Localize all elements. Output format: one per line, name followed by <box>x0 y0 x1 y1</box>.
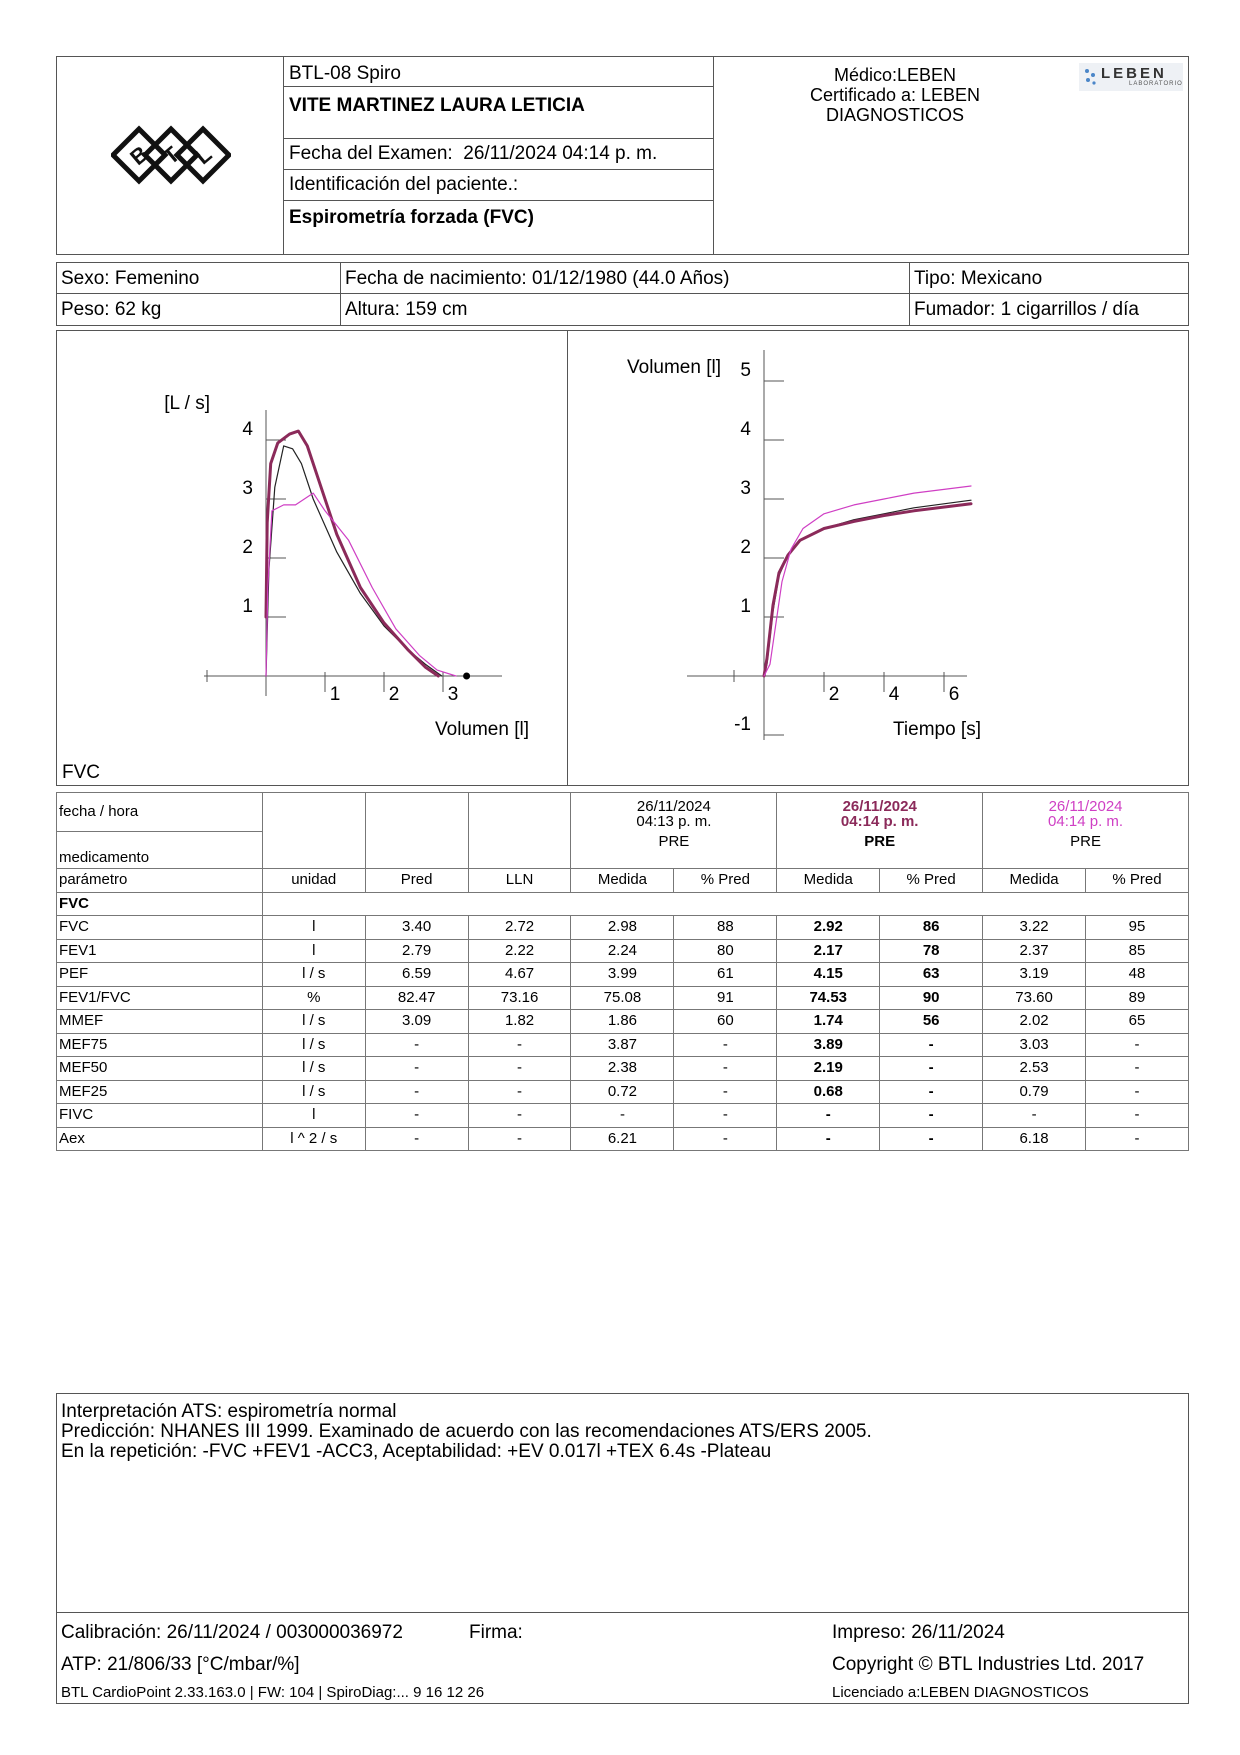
cell-s1-medida: 2.24 <box>571 939 674 963</box>
cell-lln: 2.72 <box>468 916 571 940</box>
cell-s3-pctpred: 89 <box>1086 986 1189 1010</box>
fv-x-axis-label: Volumen [l] <box>435 719 529 740</box>
col-header-s1-medida: Medida <box>571 869 674 893</box>
session-2-med: PRE <box>864 833 896 850</box>
cell-s3-pctpred: - <box>1086 1104 1189 1128</box>
cell-unit: l <box>262 939 365 963</box>
cell-s2-medida: 1.74 <box>777 1010 880 1034</box>
cell-unit: l / s <box>262 1057 365 1081</box>
signature-label: Firma: <box>469 1622 523 1643</box>
cell-s3-medida: 3.22 <box>983 916 1086 940</box>
vt-x-tick-label: 4 <box>888 684 900 705</box>
vt-series-line-3 <box>764 486 971 676</box>
fv-end-marker <box>463 673 470 680</box>
calibration-text: Calibración: 26/11/2024 / 003000036972 <box>61 1622 403 1643</box>
copyright-text: Copyright © BTL Industries Ltd. 2017 <box>832 1654 1145 1675</box>
cell-pred: 6.59 <box>365 963 468 987</box>
cell-s1-pctpred: - <box>674 1033 777 1057</box>
cell-s2-medida: 0.68 <box>777 1080 880 1104</box>
cell-pred: - <box>365 1127 468 1151</box>
cell-s1-medida: 2.38 <box>571 1057 674 1081</box>
atp-text: ATP: 21/806/33 [°C/mbar/%] <box>61 1654 300 1675</box>
cell-s3-medida: 3.03 <box>983 1033 1086 1057</box>
cell-s1-pctpred: 80 <box>674 939 777 963</box>
cell-unit: l / s <box>262 963 365 987</box>
col-header-s2-medida: Medida <box>777 869 880 893</box>
doctor-info <box>715 65 1075 125</box>
svg-text:B: B <box>125 140 154 171</box>
cell-s2-pctpred: 56 <box>880 1010 983 1034</box>
session-2-time: 04:14 p. m. <box>840 813 919 830</box>
session-1-med: PRE <box>658 833 690 850</box>
interpretation-line-1: Interpretación ATS: espirometría normal <box>61 1401 397 1422</box>
charts-section-label: FVC <box>62 762 100 783</box>
cell-s2-pctpred: - <box>880 1057 983 1081</box>
interpretation-text <box>61 1402 872 1462</box>
cell-param: MEF75 <box>57 1033 263 1057</box>
patient-name: VITE MARTINEZ LAURA LETICIA <box>284 87 713 139</box>
cell-s2-medida: 3.89 <box>777 1033 880 1057</box>
vt-y-tick-label: 3 <box>740 478 751 499</box>
cell-s3-pctpred: - <box>1086 1080 1189 1104</box>
software-version: BTL CardioPoint 2.33.163.0 | FW: 104 | SpiroDiag:... 9 16 12 26 <box>61 1684 485 1701</box>
cell-s2-medida: - <box>777 1104 880 1128</box>
cell-lln: - <box>468 1033 571 1057</box>
cell-pred: 3.09 <box>365 1010 468 1034</box>
table-row <box>57 963 1189 987</box>
fv-y-axis-label: [L / s] <box>164 393 210 414</box>
patient-height: Altura: 159 cm <box>341 294 910 325</box>
vt-x-tick-label: 6 <box>948 684 960 705</box>
cell-s2-medida: - <box>777 1127 880 1151</box>
cell-lln: 1.82 <box>468 1010 571 1034</box>
cell-s1-medida: 3.99 <box>571 963 674 987</box>
session-2-date: 26/11/2024 <box>842 798 917 815</box>
interpretation-line-3: En la repetición: -FVC +FEV1 -ACC3, Aceptabilidad: +EV 0.017l +TEX 6.4s -Plateau <box>61 1441 772 1462</box>
cell-s1-medida: 1.86 <box>571 1010 674 1034</box>
cell-s3-medida: - <box>983 1104 1086 1128</box>
cell-lln: - <box>468 1127 571 1151</box>
table-row <box>57 1104 1189 1128</box>
col-header-parametro: parámetro <box>57 869 263 893</box>
vt-y-tick-label: 5 <box>740 360 751 381</box>
exam-info <box>283 57 714 254</box>
patient-id: Identificación del paciente.: <box>284 170 713 201</box>
table-header-row <box>57 869 1189 893</box>
doctor-line-1: Médico:LEBEN <box>833 65 957 85</box>
session-1-date: 26/11/2024 <box>636 798 711 815</box>
patient-smoker: Fumador: 1 cigarrillos / día <box>914 299 1139 320</box>
cell-unit: l / s <box>262 1080 365 1104</box>
cell-lln: 73.16 <box>468 986 571 1010</box>
cell-s2-pctpred: 90 <box>880 986 983 1010</box>
cell-unit: l <box>262 1104 365 1128</box>
parameter-table <box>56 792 1189 1151</box>
cell-param: FEV1/FVC <box>57 986 263 1010</box>
cell-param: FIVC <box>57 1104 263 1128</box>
cell-s2-medida: 2.19 <box>777 1057 880 1081</box>
leben-logo <box>1079 63 1183 91</box>
cell-s1-pctpred: 88 <box>674 916 777 940</box>
fv-x-tick-label: 1 <box>329 684 341 705</box>
cell-s2-medida: 2.92 <box>777 916 880 940</box>
cell-s2-pctpred: - <box>880 1033 983 1057</box>
group-label-fvc: FVC <box>57 892 263 916</box>
cell-s1-medida: 0.72 <box>571 1080 674 1104</box>
interpretation-divider <box>57 1612 1188 1613</box>
cell-pred: - <box>365 1080 468 1104</box>
vt-x-tick-label: 2 <box>828 684 840 705</box>
session-3-time: 04:14 p. m. <box>1048 813 1124 830</box>
cell-param: MMEF <box>57 1010 263 1034</box>
col-header-s3-pctpred: % Pred <box>1086 869 1189 893</box>
table-row <box>57 986 1189 1010</box>
table-row <box>57 1080 1189 1104</box>
cell-param: Aex <box>57 1127 263 1151</box>
leben-logo-sub: LABORATORIO <box>1129 81 1183 87</box>
cell-s1-medida: - <box>571 1104 674 1128</box>
cell-unit: l ^ 2 / s <box>262 1127 365 1151</box>
table-row <box>57 1033 1189 1057</box>
table-row <box>57 939 1189 963</box>
cell-s3-medida: 2.02 <box>983 1010 1086 1034</box>
svg-text:L: L <box>190 141 217 170</box>
cell-lln: 2.22 <box>468 939 571 963</box>
table-row <box>57 1057 1189 1081</box>
cell-s3-medida: 6.18 <box>983 1127 1086 1151</box>
cell-s2-medida: 4.15 <box>777 963 880 987</box>
interpretation-line-2: Predicción: NHANES III 1999. Examinado de acuerdo con las recomendaciones ATS/ERS 2005. <box>61 1421 872 1442</box>
cell-s2-pctpred: - <box>880 1080 983 1104</box>
patient-info <box>56 262 1189 326</box>
cell-s3-medida: 3.19 <box>983 963 1086 987</box>
fv-y-tick-label: 4 <box>242 419 253 440</box>
table-row <box>57 916 1189 940</box>
session-1-header <box>571 793 777 869</box>
table-row <box>57 1010 1189 1034</box>
session-3-date: 26/11/2024 <box>1048 798 1123 815</box>
col-header-s1-pctpred: % Pred <box>674 869 777 893</box>
session-1-time: 04:13 p. m. <box>636 813 712 830</box>
cell-s1-pctpred: 60 <box>674 1010 777 1034</box>
cell-s2-pctpred: - <box>880 1127 983 1151</box>
cell-s3-pctpred: - <box>1086 1057 1189 1081</box>
cell-pred: - <box>365 1104 468 1128</box>
cell-pred: 2.79 <box>365 939 468 963</box>
interpretation-panel <box>56 1393 1189 1704</box>
exam-date <box>284 139 713 170</box>
cell-s3-medida: 0.79 <box>983 1080 1086 1104</box>
cell-pred: 82.47 <box>365 986 468 1010</box>
cell-pred: - <box>365 1033 468 1057</box>
table-row <box>57 1127 1189 1151</box>
session-2-header <box>777 793 983 869</box>
patient-birth: Fecha de nacimiento: 01/12/1980 (44.0 Años) <box>341 263 910 294</box>
fv-series-line-1 <box>266 446 442 676</box>
cell-s1-pctpred: - <box>674 1057 777 1081</box>
cell-s1-pctpred: - <box>674 1127 777 1151</box>
doctor-line-3: DIAGNOSTICOS <box>825 105 964 125</box>
cell-unit: % <box>262 986 365 1010</box>
doctor-line-2: Certificado a: LEBEN <box>809 85 981 105</box>
vt-series-line-2 <box>764 504 971 676</box>
exam-type: Espirometría forzada (FVC) <box>289 207 534 228</box>
fv-y-tick-label: 2 <box>242 537 253 558</box>
cell-s2-medida: 74.53 <box>777 986 880 1010</box>
cell-pred: - <box>365 1057 468 1081</box>
cell-pred: 3.40 <box>365 916 468 940</box>
col-header-lln: LLN <box>468 869 571 893</box>
cell-s1-pctpred: - <box>674 1080 777 1104</box>
cell-s3-medida: 2.37 <box>983 939 1086 963</box>
fecha-hora-label: fecha / hora <box>57 793 263 832</box>
device-name: BTL-08 Spiro <box>284 57 713 87</box>
exam-date-value: 26/11/2024 04:14 p. m. <box>463 143 658 164</box>
leben-logo-text: LEBEN <box>1101 65 1167 82</box>
cell-lln: 4.67 <box>468 963 571 987</box>
flow-volume-chart <box>56 330 566 786</box>
patient-weight: Peso: 62 kg <box>57 294 341 325</box>
fv-x-tick-label: 2 <box>388 684 400 705</box>
cell-s2-pctpred: 63 <box>880 963 983 987</box>
vt-y-tick-label: -1 <box>734 714 751 735</box>
table-group-row <box>57 892 1189 916</box>
svg-text:T: T <box>158 141 185 170</box>
cell-param: MEF50 <box>57 1057 263 1081</box>
cell-s2-pctpred: 78 <box>880 939 983 963</box>
btl-logo <box>111 125 231 185</box>
fv-y-tick-label: 1 <box>242 596 253 617</box>
col-header-pred: Pred <box>365 869 468 893</box>
fv-series-line-2 <box>266 431 438 676</box>
cell-param: MEF25 <box>57 1080 263 1104</box>
col-header-s2-pctpred: % Pred <box>880 869 983 893</box>
volume-time-chart <box>567 330 1187 786</box>
patient-type: Tipo: Mexicano <box>910 263 1188 294</box>
cell-unit: l / s <box>262 1033 365 1057</box>
cell-unit: l <box>262 916 365 940</box>
col-header-unidad: unidad <box>262 869 365 893</box>
cell-s3-pctpred: 48 <box>1086 963 1189 987</box>
cell-s3-pctpred: - <box>1086 1127 1189 1151</box>
cell-s3-pctpred: - <box>1086 1033 1189 1057</box>
vt-y-tick-label: 4 <box>740 419 751 440</box>
exam-date-label: Fecha del Examen: <box>289 143 453 164</box>
cell-unit: l / s <box>262 1010 365 1034</box>
licensed-text: Licenciado a:LEBEN DIAGNOSTICOS <box>832 1684 1089 1701</box>
vt-x-axis-label: Tiempo [s] <box>893 719 981 740</box>
fv-series-line-3 <box>266 493 456 676</box>
session-3-header <box>983 793 1189 869</box>
vt-y-axis-label: Volumen [l] <box>627 357 721 378</box>
report-header <box>56 56 1189 255</box>
cell-s1-medida: 2.98 <box>571 916 674 940</box>
cell-s1-medida: 6.21 <box>571 1127 674 1151</box>
cell-s3-medida: 73.60 <box>983 986 1086 1010</box>
cell-s2-pctpred: - <box>880 1104 983 1128</box>
cell-lln: - <box>468 1057 571 1081</box>
printed-date: Impreso: 26/11/2024 <box>832 1622 1005 1643</box>
cell-s3-pctpred: 85 <box>1086 939 1189 963</box>
cell-s1-pctpred: - <box>674 1104 777 1128</box>
cell-param: FVC <box>57 916 263 940</box>
cell-param: PEF <box>57 963 263 987</box>
vt-y-tick-label: 2 <box>740 537 751 558</box>
cell-s1-medida: 3.87 <box>571 1033 674 1057</box>
cell-s3-pctpred: 65 <box>1086 1010 1189 1034</box>
medicamento-label: medicamento <box>57 832 263 869</box>
cell-lln: - <box>468 1080 571 1104</box>
fv-y-tick-label: 3 <box>242 478 253 499</box>
col-header-s3-medida: Medida <box>983 869 1086 893</box>
patient-sex: Sexo: Femenino <box>57 263 341 294</box>
cell-s3-medida: 2.53 <box>983 1057 1086 1081</box>
cell-s3-pctpred: 95 <box>1086 916 1189 940</box>
cell-s1-pctpred: 91 <box>674 986 777 1010</box>
btl-logo-icon <box>111 125 231 185</box>
cell-lln: - <box>468 1104 571 1128</box>
vt-series-line-1 <box>764 500 971 676</box>
cell-s1-pctpred: 61 <box>674 963 777 987</box>
cell-s1-medida: 75.08 <box>571 986 674 1010</box>
vt-y-tick-label: 1 <box>740 596 751 617</box>
fv-x-tick-label: 3 <box>447 684 459 705</box>
cell-param: FEV1 <box>57 939 263 963</box>
cell-s2-pctpred: 86 <box>880 916 983 940</box>
session-3-med: PRE <box>1070 833 1101 850</box>
cell-s2-medida: 2.17 <box>777 939 880 963</box>
